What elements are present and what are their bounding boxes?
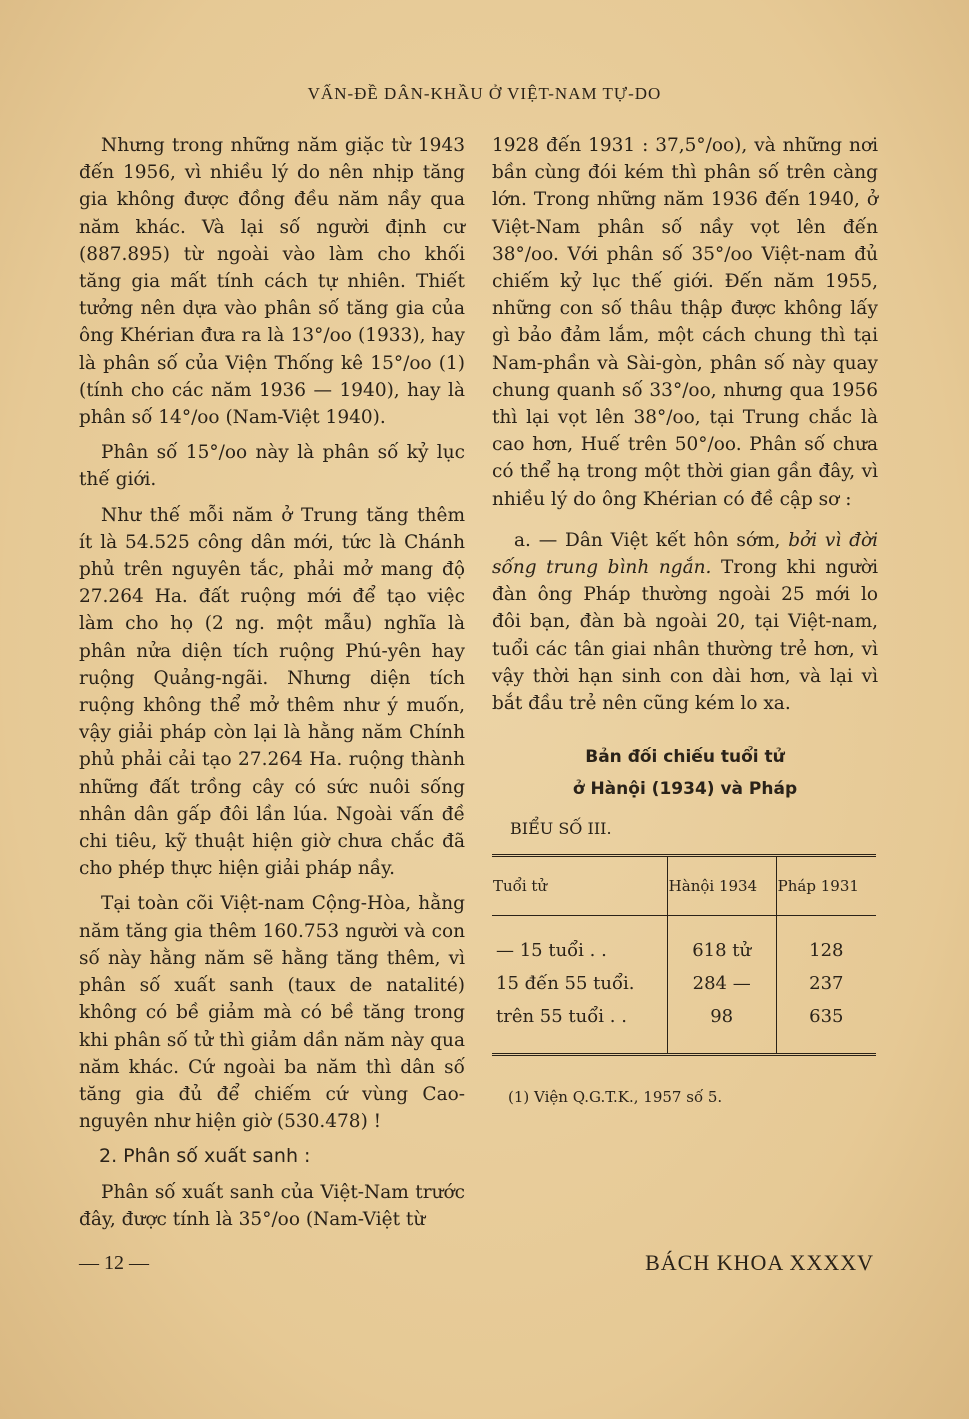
- table-title-line: ở Hànội (1934) và Pháp: [572, 779, 798, 800]
- table-row: [492, 967, 876, 1000]
- table-row: [492, 916, 876, 968]
- table-cell: 284 —: [667, 967, 776, 1000]
- table-title-line: Bản đối chiếu tuổi tử: [585, 747, 785, 768]
- table-cell: 635: [776, 1000, 876, 1055]
- table-cell: — 15 tuổi . .: [496, 940, 607, 962]
- page-number: — 12 —: [79, 1252, 149, 1274]
- table-caption: BIỂU SỐ III.: [510, 819, 612, 839]
- table-header: Pháp 1931: [776, 856, 876, 916]
- table-cell: 15 đến 55 tuổi.: [496, 973, 635, 995]
- table-header: Hànội 1934: [667, 856, 776, 916]
- paragraph: Tại toàn cõi Việt-nam Cộng-Hòa, hằng năm tăng gia thêm 160.753 người và con số này hằng năm sẽ hằng tăng thêm, vì phân số xuất sanh (taux de natalité) không có bề giảm mà có bề tăng trong khi phân số tử thì giảm dần năm này qua năm khác. Cứ ngoài ba năm thì dân số tăng gia đủ để chiếm cứ vùng Cao-nguyên như hiện giờ (530.478) !: [79, 893, 465, 1133]
- mortality-table: [492, 854, 876, 1056]
- table-cell: trên 55 tuổi . .: [496, 1006, 627, 1028]
- magazine-name: BÁCH KHOA XXXXV: [645, 1250, 874, 1275]
- paragraph: [492, 527, 878, 717]
- table-cell: 128: [776, 916, 876, 968]
- table-title: [492, 741, 878, 805]
- paragraph-emphasis: bởi vì đời sống trung bình ngắn.: [492, 529, 878, 579]
- table-row: [492, 1000, 876, 1055]
- table-cell: 618 tử: [667, 916, 776, 968]
- right-column: [492, 132, 878, 1112]
- paragraph-rest: Trong khi người đàn ông Pháp thường ngoài 25 mới lo đôi bạn, đàn bà ngoài 20, tại Việt-nam, tuổi các tân giai nhân thường trẻ hơn, vì vậy thời hạn sinh con dài hơn, và lại vì bắt đầu trẻ nên cũng kém lo xa.: [492, 557, 878, 715]
- paragraph-lead: a. — Dân Việt kết hôn sớm,: [514, 529, 789, 551]
- paragraph: Phân số xuất sanh của Việt-Nam trước đây, được tính là 35°/oo (Nam-Việt từ: [79, 1181, 465, 1230]
- footnote: (1) Viện Q.G.T.K., 1957 số 5.: [508, 1088, 723, 1107]
- table-cell: 237: [776, 967, 876, 1000]
- section-title: 2. Phân số xuất sanh :: [99, 1145, 311, 1168]
- paragraph: Nhưng trong những năm giặc từ 1943 đến 1956, vì nhiều lý do nên nhịp tăng gia không được đồng đều năm nầy qua năm khác. Và lại số người định cư (887.895) từ ngoài vào làm cho khối tăng gia mất tính cách tự nhiên. Thiết tưởng nên dựa vào phân số tăng gia của ông Khérian đưa ra là 13°/oo (1933), hay là phân số của Viện Thống kê 15°/oo (1) (tính cho các năm 1936 — 1940), hay là phân số 14°/oo (Nam-Việt 1940).: [79, 135, 465, 429]
- table-header: Tuổi tử: [492, 856, 667, 916]
- paragraph: Như thế mỗi năm ở Trung tăng thêm ít là 54.525 công dân mới, tức là Chánh phủ trên nguyên tắc, phải mở mang độ 27.264 Ha. đất ruộng mới để tạo việc làm cho họ (2 ng. một mẫu) nghĩa là phân nửa diện tích ruộng Phú-yên hay ruộng Quảng-ngãi. Nhưng diện tích ruộng không thể mở thêm như ý muốn, vậy giải pháp còn lại là hằng năm Chính phủ phải cải tạo 27.264 Ha. ruộng thành những đất trồng cây có sức nuôi sống nhân dân gấp đôi lần lúa. Ngoài vấn đề chi tiêu, kỹ thuật hiện giờ chưa chắc đã cho phép thực hiện giải pháp nầy.: [79, 504, 465, 880]
- left-column: [79, 132, 465, 1241]
- paragraph: Phân số 15°/oo này là phân số kỷ lục thế giới.: [79, 442, 465, 491]
- table-cell: 98: [667, 1000, 776, 1055]
- paragraph: 1928 đến 1931 : 37,5°/oo), và những nơi bần cùng đói kém thì phân số trên càng lớn. Trong những năm 1936 đến 1940, ở Việt-Nam phân số nầy vọt lên đến 38°/oo. Với phân số 35°/oo Việt-nam đủ chiếm kỷ lục thế giới. Đến năm 1955, những con số thâu thập được không lấy gì bảo đảm lắm, một cách chung thì tại Nam-phần và Sài-gòn, phân số này quay chung quanh số 33°/oo, nhưng qua 1956 thì lại vọt lên 38°/oo, tại Trung chắc là cao hơn, Huế trên 50°/oo. Phân số chưa có thể hạ trong một thời gian gần đây, vì nhiều lý do ông Khérian có đề cập sơ :: [492, 135, 878, 510]
- running-header: VẤN-ĐỀ DÂN-KHẦU Ở VIỆT-NAM TỰ-DO: [307, 84, 662, 103]
